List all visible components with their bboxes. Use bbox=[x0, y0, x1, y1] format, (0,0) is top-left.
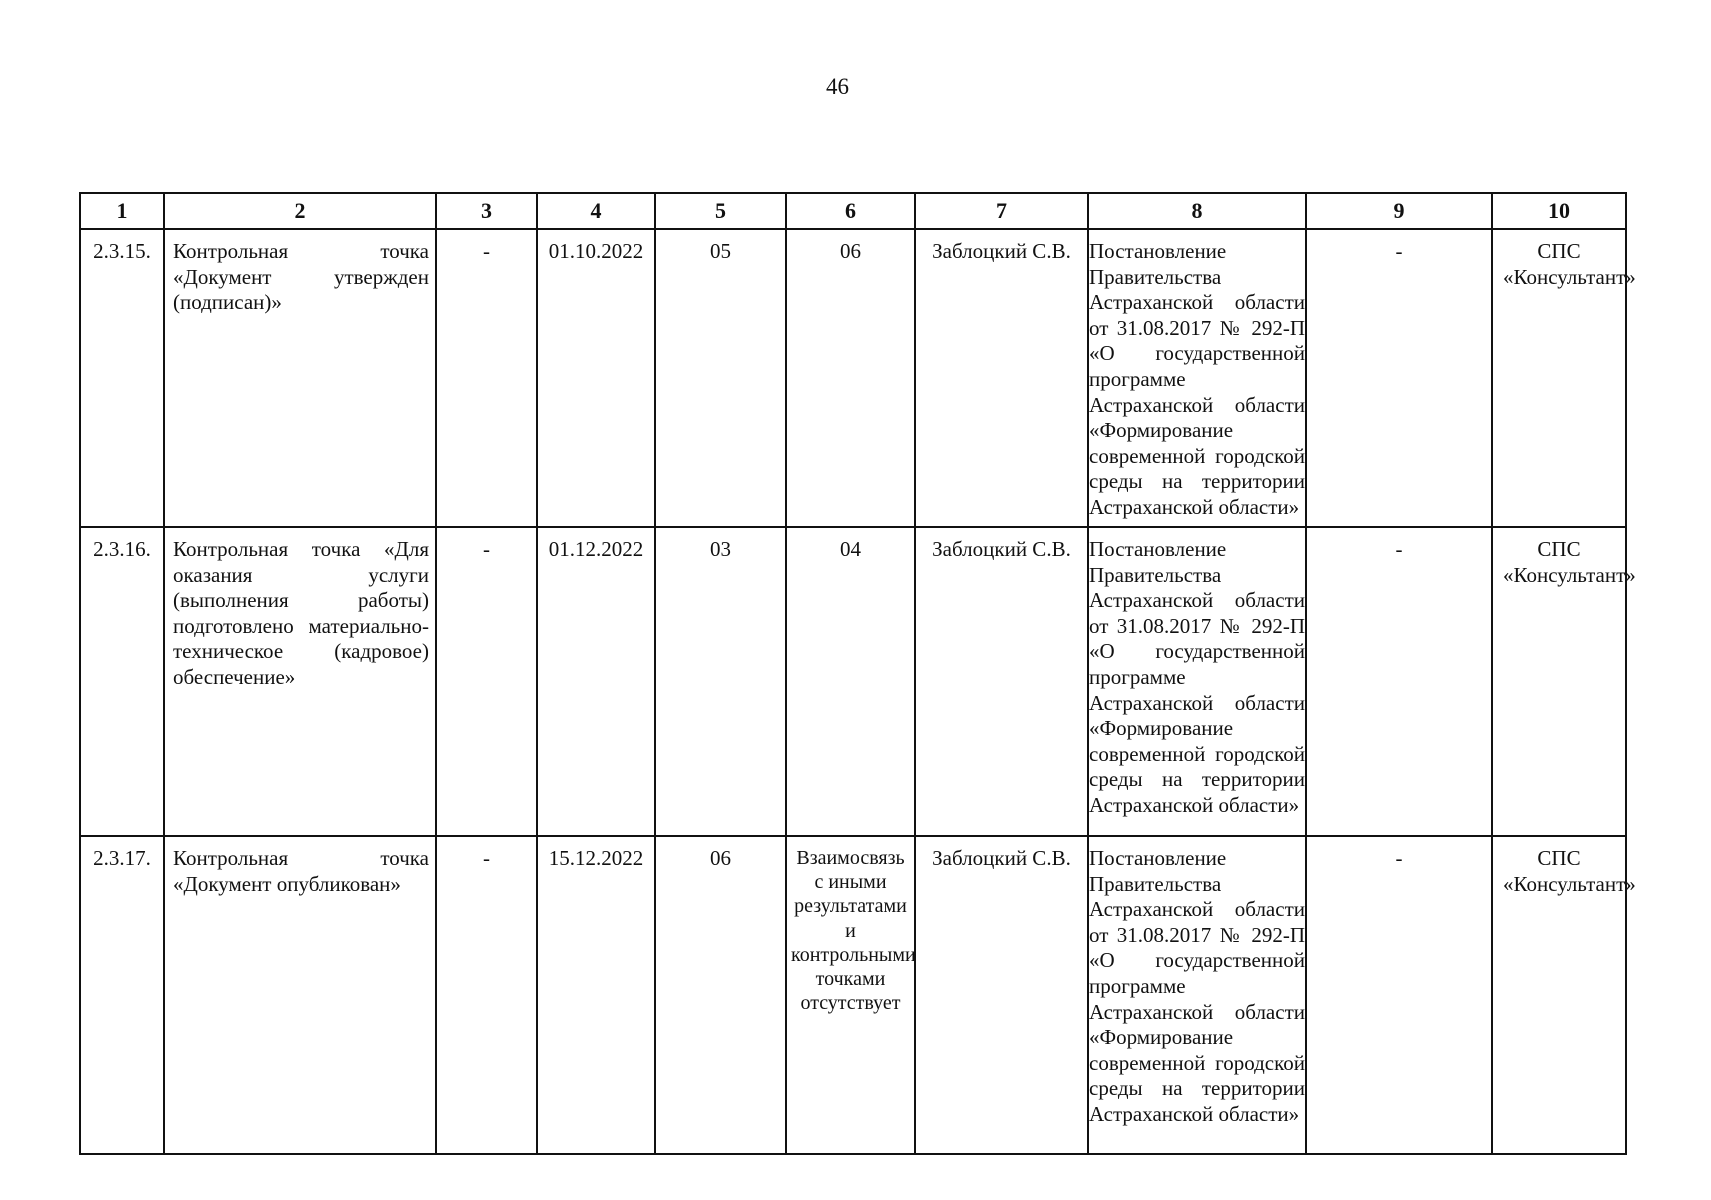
column-3-value: - bbox=[436, 229, 537, 527]
info-system bbox=[1492, 836, 1636, 1154]
basis-document-text: Постановление Правительства Астраханской области от 31.08.2017 № 292-П «О государственной программе Астраханской области «Формирование современной городской среды на территории Астраханской области» bbox=[1089, 846, 1305, 1126]
column-header: 6 bbox=[786, 193, 915, 229]
control-point-name-text: Контрольная точка «Документ опубликован» bbox=[173, 846, 429, 896]
column-5-value: 06 bbox=[655, 836, 786, 1154]
column-3-value: - bbox=[436, 836, 537, 1154]
table-header-row bbox=[80, 193, 1626, 229]
date-value: 01.10.2022 bbox=[537, 229, 655, 527]
responsible-person: Заблоцкий С.В. bbox=[915, 527, 1088, 836]
column-6-value: 04 bbox=[786, 527, 915, 836]
column-header: 3 bbox=[436, 193, 537, 229]
row-number: 2.3.16. bbox=[80, 527, 164, 836]
column-header: 4 bbox=[537, 193, 655, 229]
column-header: 1 bbox=[80, 193, 164, 229]
column-6-value: 06 bbox=[786, 229, 915, 527]
basis-document-text: Постановление Правительства Астраханской области от 31.08.2017 № 292-П «О государственной программе Астраханской области «Формирование современной городской среды на территории Астраханской области» bbox=[1089, 537, 1305, 817]
responsible-person: Заблоцкий С.В. bbox=[915, 229, 1088, 527]
responsible-person: Заблоцкий С.В. bbox=[915, 836, 1088, 1154]
control-point-name bbox=[164, 527, 436, 836]
table-row bbox=[80, 527, 1626, 836]
control-point-name bbox=[164, 836, 436, 1154]
row-number: 2.3.15. bbox=[80, 229, 164, 527]
column-header: 2 bbox=[164, 193, 436, 229]
table-row bbox=[80, 836, 1626, 1154]
basis-document bbox=[1088, 836, 1306, 1154]
control-point-name-text: Контрольная точка «Документ утвержден (подписан)» bbox=[173, 239, 429, 315]
column-9-value: - bbox=[1306, 229, 1492, 527]
column-header: 7 bbox=[915, 193, 1088, 229]
info-system bbox=[1492, 229, 1636, 527]
info-system-text: СПС «Консультант» bbox=[1503, 239, 1636, 289]
row-number: 2.3.17. bbox=[80, 836, 164, 1154]
info-system-text: СПС «Консультант» bbox=[1503, 537, 1636, 587]
column-header: 8 bbox=[1088, 193, 1306, 229]
column-header: 10 bbox=[1492, 193, 1626, 229]
column-3-value: - bbox=[436, 527, 537, 836]
basis-document bbox=[1088, 527, 1306, 836]
column-header: 5 bbox=[655, 193, 786, 229]
date-value: 01.12.2022 bbox=[537, 527, 655, 836]
column-5-value: 03 bbox=[655, 527, 786, 836]
column-header: 9 bbox=[1306, 193, 1492, 229]
basis-document-text: Постановление Правительства Астраханской области от 31.08.2017 № 292-П «О государственной программе Астраханской области «Формирование современной городской среды на территории Астраханской области» bbox=[1089, 239, 1305, 519]
control-points-table bbox=[79, 192, 1636, 1155]
info-system-text: СПС «Консультант» bbox=[1503, 846, 1636, 896]
control-point-name bbox=[164, 229, 436, 527]
column-9-value: - bbox=[1306, 527, 1492, 836]
control-point-name-text: Контрольная точка «Для оказания услуги (выполнения работы) подготовлено материально-техническое (кадровое) обеспечение» bbox=[173, 537, 429, 689]
info-system bbox=[1492, 527, 1636, 836]
date-value: 15.12.2022 bbox=[537, 836, 655, 1154]
column-5-value: 05 bbox=[655, 229, 786, 527]
page-number: 46 bbox=[826, 74, 849, 99]
table-row bbox=[80, 229, 1626, 527]
column-9-value: - bbox=[1306, 836, 1492, 1154]
basis-document bbox=[1088, 229, 1306, 527]
relationship-note: Взаимосвязь с иными результатами и контрольными точками отсутствует bbox=[786, 836, 915, 1154]
